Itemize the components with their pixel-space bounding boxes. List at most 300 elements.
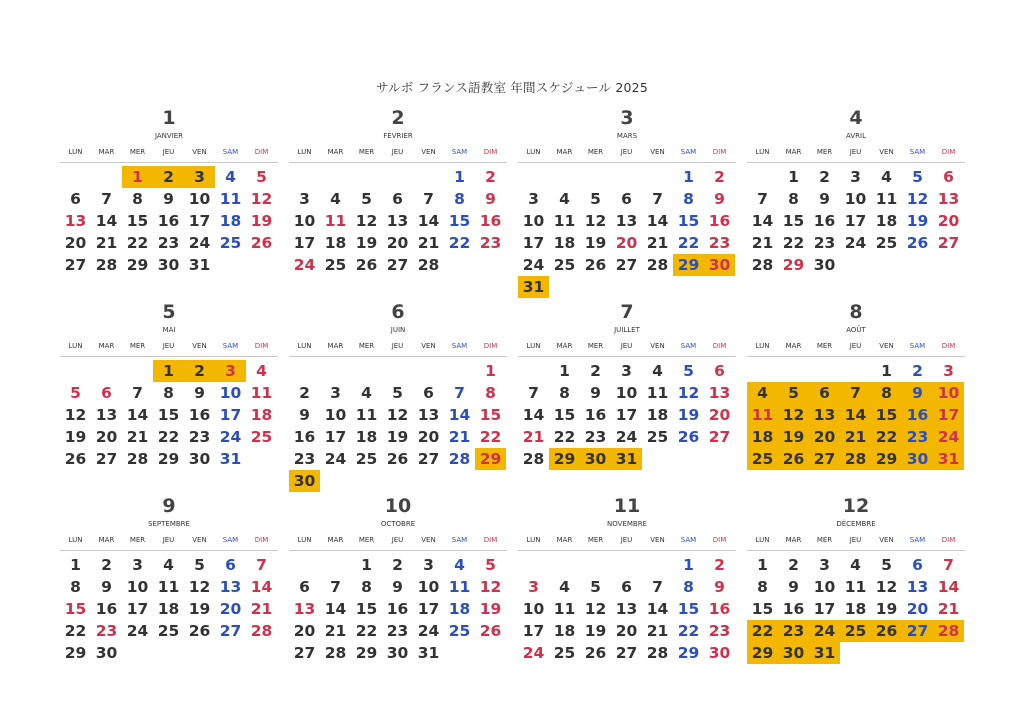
day-cell: 23 [386, 622, 409, 640]
day-cell: 20 [219, 600, 242, 618]
month-number: 5 [162, 301, 176, 323]
month-number: 3 [620, 107, 634, 129]
day-cell: 21 [522, 428, 545, 446]
day-cell: 17 [615, 406, 638, 424]
day-cell: 23 [188, 428, 211, 446]
day-cell: 4 [850, 556, 861, 574]
weekday-header [518, 146, 736, 163]
weekday-label: LUN [526, 342, 541, 350]
month-name: AOÛT [846, 326, 866, 334]
day-cell: 2 [590, 362, 601, 380]
weekday-header [60, 534, 278, 551]
day-cell: 16 [813, 212, 836, 230]
day-cell: 17 [219, 406, 242, 424]
day-cell: 21 [751, 234, 774, 252]
weekday-label: MER [358, 536, 375, 544]
day-cell: 23 [708, 622, 731, 640]
weekday-label: MAR [98, 342, 115, 350]
day-cell: 14 [126, 406, 149, 424]
day-cell: 14 [522, 406, 545, 424]
month-name: AVRIL [846, 132, 866, 140]
day-cell: 22 [677, 234, 700, 252]
day-cell: 25 [448, 622, 471, 640]
day-cell: 24 [324, 450, 347, 468]
day-grid [60, 166, 278, 276]
empty-cell [320, 360, 351, 382]
day-cell: 7 [330, 578, 341, 596]
day-cell: 3 [943, 362, 954, 380]
day-cell: 30 [813, 256, 836, 274]
day-cell: 29 [64, 644, 87, 662]
day-cell: 9 [163, 190, 174, 208]
day-cell: 11 [157, 578, 180, 596]
month-number: 9 [162, 495, 176, 517]
day-cell: 2 [714, 168, 725, 186]
day-cell-closed: 15 [871, 404, 902, 426]
weekday-label: DIM [483, 148, 498, 156]
empty-cell [382, 166, 413, 188]
weekday-label: MAR [556, 536, 573, 544]
day-cell: 18 [324, 234, 347, 252]
day-cell: 28 [417, 256, 440, 274]
weekday-label: MAR [327, 536, 344, 544]
weekday-label: VEN [421, 536, 436, 544]
day-cell: 13 [293, 600, 316, 618]
day-cell: 6 [621, 190, 632, 208]
day-cell: 5 [392, 384, 403, 402]
weekday-label: JEU [849, 148, 862, 156]
day-cell: 26 [64, 450, 87, 468]
day-grid [518, 166, 736, 298]
weekday-header [289, 146, 507, 163]
day-cell: 8 [70, 578, 81, 596]
day-cell: 13 [906, 578, 929, 596]
empty-cell [289, 166, 320, 188]
weekday-label: LUN [755, 148, 770, 156]
day-cell: 4 [454, 556, 465, 574]
weekday-label: DIM [483, 536, 498, 544]
day-cell: 5 [485, 556, 496, 574]
day-cell-closed: 1 [153, 360, 184, 382]
day-cell: 21 [126, 428, 149, 446]
day-cell: 14 [417, 212, 440, 230]
day-cell: 16 [95, 600, 118, 618]
day-cell: 20 [64, 234, 87, 252]
empty-cell [351, 166, 382, 188]
weekday-header [289, 340, 507, 357]
day-cell: 18 [355, 428, 378, 446]
empty-cell [289, 554, 320, 576]
month-number: 10 [384, 495, 412, 517]
empty-cell [289, 360, 320, 382]
day-cell: 19 [188, 600, 211, 618]
weekday-label: MAR [98, 148, 115, 156]
weekday-label: LUN [755, 342, 770, 350]
day-cell: 6 [714, 362, 725, 380]
day-cell: 3 [850, 168, 861, 186]
day-cell: 22 [355, 622, 378, 640]
day-cell: 13 [64, 212, 87, 230]
day-cell: 16 [479, 212, 502, 230]
weekday-label: VEN [879, 342, 894, 350]
day-cell: 7 [256, 556, 267, 574]
weekday-label: SAM [222, 148, 239, 156]
weekday-header [518, 340, 736, 357]
weekday-label: MER [129, 342, 146, 350]
empty-cell [642, 166, 673, 188]
empty-cell [747, 360, 778, 382]
day-cell: 5 [70, 384, 81, 402]
weekday-label: DIM [712, 342, 727, 350]
month-block [747, 107, 965, 276]
day-cell: 1 [683, 556, 694, 574]
day-cell: 24 [126, 622, 149, 640]
day-cell: 11 [219, 190, 242, 208]
weekday-label: MAR [785, 536, 802, 544]
day-cell: 14 [95, 212, 118, 230]
weekday-label: SAM [909, 536, 926, 544]
weekday-header [60, 340, 278, 357]
day-grid [518, 360, 736, 470]
weekday-header [289, 534, 507, 551]
day-cell: 15 [751, 600, 774, 618]
day-cell: 7 [528, 384, 539, 402]
weekday-label: MER [587, 536, 604, 544]
day-cell: 21 [324, 622, 347, 640]
day-cell: 15 [677, 212, 700, 230]
day-cell: 8 [163, 384, 174, 402]
day-cell: 6 [225, 556, 236, 574]
day-cell: 27 [64, 256, 87, 274]
day-cell-closed: 25 [747, 448, 778, 470]
day-cell: 28 [95, 256, 118, 274]
day-cell: 1 [454, 168, 465, 186]
day-grid [289, 166, 507, 276]
month-number: 7 [620, 301, 634, 323]
day-cell: 24 [844, 234, 867, 252]
day-cell: 24 [188, 234, 211, 252]
day-cell: 8 [361, 578, 372, 596]
weekday-label: VEN [192, 536, 207, 544]
day-cell: 17 [522, 622, 545, 640]
day-cell: 26 [479, 622, 502, 640]
day-cell: 17 [844, 212, 867, 230]
day-cell: 3 [132, 556, 143, 574]
day-cell: 1 [559, 362, 570, 380]
day-cell: 19 [479, 600, 502, 618]
month-block [289, 301, 507, 492]
day-cell: 25 [219, 234, 242, 252]
day-cell: 25 [250, 428, 273, 446]
weekday-label: MER [129, 536, 146, 544]
day-cell: 23 [813, 234, 836, 252]
weekday-label: LUN [755, 536, 770, 544]
weekday-label: VEN [650, 342, 665, 350]
day-cell: 14 [250, 578, 273, 596]
weekday-label: DIM [941, 148, 956, 156]
day-cell: 23 [293, 450, 316, 468]
day-cell: 22 [126, 234, 149, 252]
day-cell: 11 [250, 384, 273, 402]
day-cell: 22 [479, 428, 502, 446]
day-cell: 3 [299, 190, 310, 208]
day-cell: 10 [615, 384, 638, 402]
day-cell: 17 [188, 212, 211, 230]
empty-cell [518, 166, 549, 188]
month-name: OCTOBRE [380, 520, 416, 528]
day-cell: 9 [101, 578, 112, 596]
day-cell-closed: 24 [933, 426, 964, 448]
weekday-header [747, 340, 965, 357]
day-cell-closed: 27 [809, 448, 840, 470]
day-cell: 16 [157, 212, 180, 230]
day-cell: 25 [875, 234, 898, 252]
day-grid [747, 360, 965, 470]
day-cell: 11 [324, 212, 347, 230]
month-block [60, 107, 278, 276]
day-cell: 4 [163, 556, 174, 574]
weekday-label: SAM [909, 148, 926, 156]
day-cell: 14 [937, 578, 960, 596]
day-cell: 10 [844, 190, 867, 208]
day-cell: 13 [95, 406, 118, 424]
month-number: 4 [849, 107, 863, 129]
day-cell: 28 [250, 622, 273, 640]
day-cell: 5 [256, 168, 267, 186]
day-cell: 10 [324, 406, 347, 424]
day-cell: 6 [392, 190, 403, 208]
month-name: NOVEMBRE [607, 520, 647, 528]
empty-cell [809, 360, 840, 382]
month-block [518, 107, 736, 298]
day-grid [289, 554, 507, 664]
day-cell: 18 [157, 600, 180, 618]
day-cell-closed: 2 [153, 166, 184, 188]
weekday-label: MAR [327, 342, 344, 350]
weekday-label: DIM [941, 342, 956, 350]
day-cell: 12 [906, 190, 929, 208]
day-cell: 4 [652, 362, 663, 380]
day-cell-closed: 30 [580, 448, 611, 470]
weekday-label: VEN [650, 536, 665, 544]
day-cell: 4 [559, 190, 570, 208]
day-cell: 19 [386, 428, 409, 446]
day-cell: 13 [386, 212, 409, 230]
day-cell: 21 [646, 622, 669, 640]
month-block [747, 301, 965, 470]
empty-cell [91, 166, 122, 188]
weekday-label: MAR [556, 148, 573, 156]
day-cell: 9 [485, 190, 496, 208]
day-cell: 28 [646, 644, 669, 662]
empty-cell [91, 360, 122, 382]
day-cell: 20 [615, 622, 638, 640]
day-cell-closed: 20 [809, 426, 840, 448]
day-cell: 12 [584, 212, 607, 230]
day-cell: 26 [584, 644, 607, 662]
day-cell: 22 [677, 622, 700, 640]
weekday-label: JEU [162, 536, 175, 544]
day-cell: 6 [70, 190, 81, 208]
day-cell: 12 [250, 190, 273, 208]
day-cell: 30 [386, 644, 409, 662]
day-cell-closed: 3 [184, 166, 215, 188]
day-cell: 15 [355, 600, 378, 618]
weekday-label: MAR [98, 536, 115, 544]
weekday-label: VEN [650, 148, 665, 156]
day-cell: 26 [584, 256, 607, 274]
day-cell: 22 [157, 428, 180, 446]
month-number: 8 [849, 301, 863, 323]
weekday-label: SAM [909, 342, 926, 350]
day-cell: 26 [250, 234, 273, 252]
day-cell: 11 [355, 406, 378, 424]
day-cell-closed: 19 [778, 426, 809, 448]
day-cell: 19 [677, 406, 700, 424]
day-cell-closed: 31 [611, 448, 642, 470]
weekday-label: LUN [526, 536, 541, 544]
day-cell: 24 [615, 428, 638, 446]
month-block [60, 495, 278, 664]
day-cell: 11 [646, 384, 669, 402]
weekday-label: LUN [297, 536, 312, 544]
day-cell: 19 [875, 600, 898, 618]
day-cell-closed: 12 [778, 404, 809, 426]
day-cell: 19 [250, 212, 273, 230]
day-cell: 19 [906, 212, 929, 230]
day-cell: 15 [126, 212, 149, 230]
weekday-header [518, 534, 736, 551]
day-cell-closed: 29 [871, 448, 902, 470]
empty-cell [444, 360, 475, 382]
weekday-label: LUN [68, 342, 83, 350]
day-cell: 5 [912, 168, 923, 186]
weekday-label: MER [587, 342, 604, 350]
weekday-label: SAM [680, 342, 697, 350]
month-block [289, 495, 507, 664]
day-cell-closed: 23 [778, 620, 809, 642]
day-cell: 8 [683, 578, 694, 596]
weekday-label: VEN [192, 342, 207, 350]
day-cell: 20 [386, 234, 409, 252]
day-cell: 25 [553, 644, 576, 662]
day-cell: 16 [708, 212, 731, 230]
day-cell: 27 [937, 234, 960, 252]
day-cell: 7 [101, 190, 112, 208]
day-cell: 13 [937, 190, 960, 208]
empty-cell [122, 360, 153, 382]
day-cell-closed: 4 [747, 382, 778, 404]
day-cell: 15 [553, 406, 576, 424]
empty-cell [518, 360, 549, 382]
day-cell: 8 [454, 190, 465, 208]
weekday-label: SAM [451, 148, 468, 156]
day-cell: 30 [157, 256, 180, 274]
empty-cell [642, 554, 673, 576]
day-cell: 23 [95, 622, 118, 640]
day-cell: 2 [485, 168, 496, 186]
day-cell: 18 [875, 212, 898, 230]
day-cell: 12 [64, 406, 87, 424]
weekday-label: SAM [680, 148, 697, 156]
month-name: FÉVRIER [383, 132, 413, 140]
day-cell: 18 [646, 406, 669, 424]
day-cell: 22 [553, 428, 576, 446]
day-cell: 16 [584, 406, 607, 424]
day-cell: 3 [330, 384, 341, 402]
day-cell: 22 [64, 622, 87, 640]
weekday-label: JEU [620, 148, 633, 156]
day-cell-closed: 13 [809, 404, 840, 426]
day-cell: 9 [819, 190, 830, 208]
day-grid [747, 166, 965, 276]
empty-cell [611, 166, 642, 188]
empty-cell [382, 360, 413, 382]
weekday-label: MER [587, 148, 604, 156]
day-cell: 26 [677, 428, 700, 446]
day-cell: 24 [522, 644, 545, 662]
day-cell: 18 [553, 234, 576, 252]
day-cell: 7 [454, 384, 465, 402]
weekday-label: MER [129, 148, 146, 156]
day-cell: 4 [330, 190, 341, 208]
day-cell: 7 [652, 578, 663, 596]
day-cell: 5 [194, 556, 205, 574]
day-cell-closed: 30 [289, 470, 320, 492]
day-cell-closed: 31 [809, 642, 840, 664]
day-cell: 2 [101, 556, 112, 574]
weekday-label: JEU [391, 148, 404, 156]
day-cell-closed: 16 [902, 404, 933, 426]
day-cell: 8 [559, 384, 570, 402]
day-cell: 23 [708, 234, 731, 252]
day-cell: 23 [584, 428, 607, 446]
day-cell: 8 [788, 190, 799, 208]
empty-cell [60, 360, 91, 382]
day-cell-closed: 26 [871, 620, 902, 642]
day-cell: 11 [844, 578, 867, 596]
day-cell: 5 [590, 190, 601, 208]
weekday-label: SAM [222, 342, 239, 350]
day-cell: 14 [324, 600, 347, 618]
month-name: JANVIER [154, 132, 184, 140]
day-cell-closed: 28 [933, 620, 964, 642]
weekday-label: MER [358, 148, 375, 156]
day-cell: 12 [479, 578, 502, 596]
day-cell: 29 [157, 450, 180, 468]
weekday-label: LUN [297, 342, 312, 350]
day-cell: 2 [392, 556, 403, 574]
day-cell-closed: 1 [122, 166, 153, 188]
day-cell: 27 [615, 256, 638, 274]
day-cell: 15 [448, 212, 471, 230]
day-cell-closed: 3 [215, 360, 246, 382]
day-cell: 28 [522, 450, 545, 468]
day-cell-closed: 10 [933, 382, 964, 404]
day-cell: 24 [417, 622, 440, 640]
month-number: 11 [613, 495, 641, 517]
day-cell: 17 [324, 428, 347, 446]
day-cell-closed: 2 [184, 360, 215, 382]
day-cell: 1 [70, 556, 81, 574]
weekday-label: JEU [391, 342, 404, 350]
weekday-label: SAM [222, 536, 239, 544]
day-cell-closed: 6 [809, 382, 840, 404]
weekday-label: LUN [68, 148, 83, 156]
day-cell: 12 [584, 600, 607, 618]
day-cell: 9 [194, 384, 205, 402]
day-cell: 10 [522, 212, 545, 230]
